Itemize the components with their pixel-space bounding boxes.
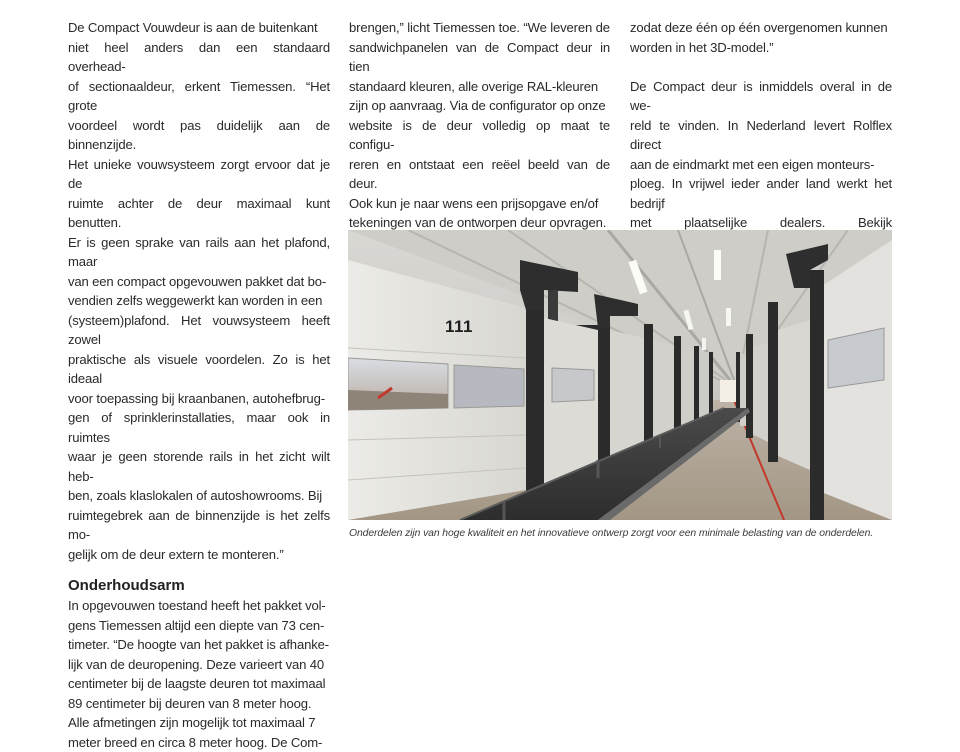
col1-line: of sectionaaldeur, erkent Tiemessen. “Het grote — [68, 77, 330, 116]
col2-line: brengen,” licht Tiemessen toe. “We leveren de — [349, 18, 610, 38]
col1-line: centimeter bij de laagste deuren tot maximaal — [68, 674, 330, 694]
col1-line: vendien zelfs weggewerkt kan worden in een — [68, 291, 330, 311]
col1-line: van een compact opgevouwen pakket dat bo- — [68, 272, 330, 292]
col3-line: aan de eindmarkt met een eigen monteurs- — [630, 155, 892, 175]
col3-line: reld te vinden. In Nederland levert Rolflex direct — [630, 116, 892, 155]
col1-line: praktische als visuele voordelen. Zo is het ideaal — [68, 350, 330, 389]
col1-line: lijk van de deuropening. Deze varieert van 40 — [68, 655, 330, 675]
col1-line: gens Tiemessen altijd een diepte van 73 cen- — [68, 616, 330, 636]
article-photo — [348, 230, 892, 520]
col1-line: (systeem)plafond. Het vouwsysteem heeft zowel — [68, 311, 330, 350]
paragraph-gap — [630, 57, 892, 77]
col3-line: De Compact deur is inmiddels overal in de we- — [630, 77, 892, 116]
col1-line: voordeel wordt pas duidelijk aan de binnenzijde. — [68, 116, 330, 155]
col1-line: gen of sprinklerinstallaties, maar ook in ruimtes — [68, 408, 330, 447]
col2-line: zijn op aanvraag. Via de configurator op onze — [349, 96, 610, 116]
col2-line: reren en ontstaat een reëel beeld van de deur. — [349, 155, 610, 194]
col2-line: website is de deur volledig op maat te configu- — [349, 116, 610, 155]
col1-line: voor toepassing bij kraanbanen, autohefbrug- — [68, 389, 330, 409]
col1-line: ben, zoals klaslokalen of autoshowrooms. Bij — [68, 486, 330, 506]
col2-line: standaard kleuren, alle overige RAL-kleuren — [349, 77, 610, 97]
col2-line: Ook kun je naar wens een prijsopgave en/of — [349, 194, 610, 214]
col3-line: zodat deze één op één overgenomen kunnen — [630, 18, 892, 38]
col1-line: ruimte achter de deur maximaal kunt benutten. — [68, 194, 330, 233]
col1-line: niet heel anders dan een standaard overhead- — [68, 38, 330, 77]
col3-line: met plaatselijke dealers. Bekijk — [630, 213, 892, 252]
col1-line: 89 centimeter bij deuren van 8 meter hoog. — [68, 694, 330, 714]
photo-caption: Onderdelen zijn van hoge kwaliteit en het innovatieve ontwerp zorgt voor een minimale belasting van de onderdelen. — [349, 527, 894, 540]
col2-line: sandwichpanelen van de Compact deur in tien — [349, 38, 610, 77]
door-number-label: 111 — [445, 317, 473, 337]
article-column-1 — [68, 18, 330, 752]
col1-line: Er is geen sprake van rails aan het plafond, maar — [68, 233, 330, 272]
col1-line: In opgevouwen toestand heeft het pakket vol- — [68, 596, 330, 616]
col2-line: tekeningen van de ontworpen deur opvragen. — [349, 213, 610, 233]
article-column-2 — [349, 18, 610, 252]
col1-line: Alle afmetingen zijn mogelijk tot maximaal 7 — [68, 713, 330, 733]
col1-line: meter breed en circa 8 meter hoog. De Com- — [68, 733, 330, 752]
col1-line: ruimtegebrek aan de binnenzijde is het zelfs mo- — [68, 506, 330, 545]
col1-line: Het unieke vouwsysteem zorgt ervoor dat je de — [68, 155, 330, 194]
col1-line: gelijk om de deur extern te monteren.” — [68, 545, 330, 565]
col1-line: De Compact Vouwdeur is aan de buitenkant — [68, 18, 330, 38]
warehouse-photo-illustration — [348, 230, 892, 520]
section-subheading: Onderhoudsarm — [68, 576, 330, 596]
col1-line: timeter. “De hoogte van het pakket is afhanke- — [68, 635, 330, 655]
col3-line: ploeg. In vrijwel ieder ander land werkt het bedrijf — [630, 174, 892, 213]
col3-line: worden in het 3D-model.” — [630, 38, 892, 58]
col1-line: waar je geen storende rails in het zicht wilt heb- — [68, 447, 330, 486]
